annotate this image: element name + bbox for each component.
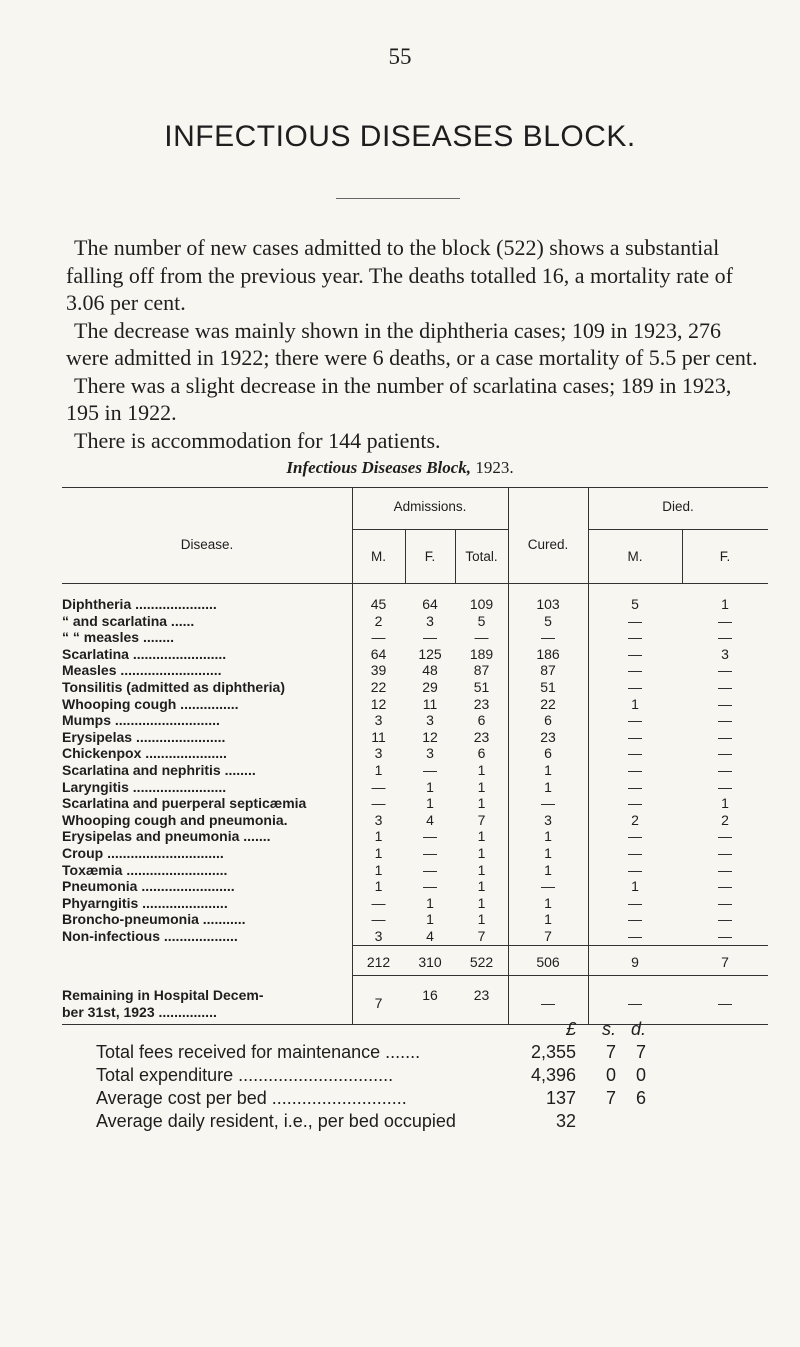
table-cell: 1 [477,894,486,911]
table-cell: 87 [473,662,490,679]
table-cell: — [628,828,642,845]
cured-column [508,596,588,944]
table-cell: 39 [370,662,387,679]
remaining-label-line: ber 31st, 1923 ............... [62,1004,217,1020]
table-cell: 3 [374,745,383,762]
table-cell: 1 [544,828,552,845]
table-cell: 45 [370,596,387,612]
header-disease: Disease. [180,537,234,552]
table-cell: 3 [426,612,434,629]
admissions-total-column [455,596,508,944]
table-cell: 1 [544,894,552,911]
table-cell: — [718,612,732,629]
header-admissions: Admissions. [393,499,467,514]
table-cell: 1 [426,795,434,812]
table-cell: — [423,844,437,861]
table-cell: — [718,712,732,729]
table-cell: 1 [374,861,383,878]
title-rule [336,198,460,199]
table-cell: 1 [477,878,486,895]
finance-label: Total fees received for maintenance ....... [96,1042,421,1062]
table-cell: 1 [721,596,729,612]
table-cell: 1 [477,778,486,795]
table-cell: 7 [477,927,486,944]
table-cell: 23 [540,728,556,745]
table-caption [0,458,800,478]
page-number: 55 [388,44,412,69]
table-cell: 103 [536,596,560,612]
finance-pounds: 2,355 [530,1042,576,1062]
total-total: 522 [469,954,494,970]
finance-pounds: 32 [555,1111,576,1131]
table-cell: 7 [544,927,552,944]
table-cell: 12 [422,728,438,745]
finance-shillings: 7 [605,1088,616,1108]
remaining-cured: — [541,995,555,1011]
table-cell: 189 [469,645,494,662]
finance-label: Total expenditure ............................... [96,1065,394,1085]
remaining-f: 16 [422,987,438,1003]
table-cell: 64 [370,645,387,662]
table-cell: 23 [473,728,490,745]
table-cell: 1 [544,911,552,928]
table-cell: 29 [422,678,438,695]
table-cell: — [628,778,642,795]
finance-row [96,1041,716,1064]
disease-label: “ “ measles ........ [62,629,175,646]
totals-rule [352,945,768,946]
intro-paragraph: The number of new cases admitted to the block (522) shows a substantial falling off from the previous year. The deaths totalled 16, a mortality rate of 3.06 per cent. [66,235,733,315]
header-f: F. [424,549,436,564]
disease-label: Tonsilitis (admitted as diphtheria) [62,678,285,695]
table-cell: 6 [477,712,486,729]
table-cell: — [718,878,732,895]
table-cell: — [718,745,732,762]
table-cell: 2 [721,811,729,828]
pounds-header: £ [565,1019,576,1039]
table-cell: — [718,894,732,911]
finance-label: Average daily resident, i.e., per bed occupied [96,1111,456,1131]
table-cell: 3 [374,811,383,828]
disease-label: Non-infectious ................... [62,927,238,944]
table-cell: — [718,728,732,745]
disease-label: Phyarngitis ...................... [62,894,228,911]
header-died: Died. [662,499,694,514]
intro-paragraph: There was a slight decrease in the number of scarlatina cases; 189 in 1923, 195 in 1922. [66,372,732,425]
table-cell: 2 [374,612,383,629]
table-cell: 87 [540,662,556,679]
table-cell: — [628,761,642,778]
table-cell: 5 [477,612,486,629]
admissions-f-column [405,596,455,944]
disease-label: Erysipelas and pneumonia ....... [62,828,271,845]
disease-label: Chickenpox ..................... [62,745,227,762]
table-cell: — [628,645,642,662]
shillings-header: s. [601,1019,616,1039]
table-cell: 48 [422,662,438,679]
table-cell: — [628,861,642,878]
remaining-died-f: — [718,995,732,1011]
disease-label: Pneumonia ........................ [62,878,235,895]
table-cell: 1 [477,795,486,812]
disease-label: Whooping cough ............... [62,695,239,712]
table-cell: 1 [477,861,486,878]
disease-label: Mumps ........................... [62,712,220,729]
table-cell: 2 [631,811,639,828]
header-died-f: F. [719,549,731,564]
table-cell: 5 [544,612,552,629]
died-rule [588,529,768,530]
disease-label: Toxæmia .......................... [62,861,228,878]
table-cell: 22 [370,678,387,695]
disease-label: Laryngitis ........................ [62,778,227,795]
table-cell: — [628,662,642,679]
table-cell: — [628,894,642,911]
table-cell: — [628,612,642,629]
header-m: M. [371,549,386,564]
finance-row [96,1064,716,1087]
total-died-m: 9 [631,954,639,970]
table-cell: 1 [477,844,486,861]
table-cell: 1 [544,844,552,861]
table-cell: 109 [469,596,494,612]
table-cell: — [718,629,732,646]
table-cell: 3 [426,712,434,729]
disease-label: Scarlatina ........................ [62,645,227,662]
table-cell: — [718,678,732,695]
table-cell: — [628,712,642,729]
table-cell: — [718,778,732,795]
table-cell: — [718,828,732,845]
caption-year: 1923. [475,458,514,477]
header-died-m: M. [627,549,643,564]
remaining-label-line: Remaining in Hospital Decem- [62,987,264,1003]
table-cell: 6 [544,712,552,729]
table-cell: — [628,844,642,861]
remaining-label [62,987,352,1021]
table-cell: 1 [374,844,383,861]
table-cell: 51 [473,678,490,695]
died-m-column [588,596,682,944]
table-cell: 125 [418,645,442,662]
table-cell: 11 [371,728,386,745]
table-cell: 1 [374,878,383,895]
table-cell: — [628,629,642,646]
died-f-column [682,596,768,944]
finance-shillings: 0 [605,1065,616,1085]
disease-label: Whooping cough and pneumonia. [62,811,288,828]
remaining-m: 7 [374,995,383,1011]
table-cell: — [718,927,732,944]
table-cell: — [628,678,642,695]
pence-header: d. [630,1019,646,1039]
total-f: 310 [418,954,442,970]
table-cell: 1 [631,878,639,895]
disease-label: “ and scarlatina ...... [62,612,195,629]
disease-label: Diphtheria ..................... [62,596,217,612]
page-title: INFECTIOUS DISEASES BLOCK. [164,120,636,153]
header-cured: Cured. [527,537,569,552]
diseases-table [62,487,768,1020]
table-cell: — [628,795,642,812]
table-top-rule [62,487,768,488]
table-cell: 1 [544,761,552,778]
table-cell: 4 [426,927,434,944]
table-cell: 1 [544,861,552,878]
remaining-total: 23 [473,987,490,1003]
disease-label: Measles .......................... [62,662,222,679]
table-cell: 1 [477,911,486,928]
table-cell: — [718,761,732,778]
table-cell: 64 [422,596,438,612]
table-cell: 7 [477,811,486,828]
finance-label: Average cost per bed ........................... [96,1088,407,1108]
table-cell: — [371,911,386,928]
finance-pence: 6 [635,1088,646,1108]
table-cell: 12 [370,695,387,712]
disease-label: Scarlatina and puerperal septicæmia [62,795,307,812]
table-cell: — [718,861,732,878]
intro-text [66,234,760,454]
caption-title: Infectious Diseases Block, [286,458,472,477]
finance-row [96,1110,716,1133]
remaining-died-m: — [628,995,642,1011]
table-cell: — [718,911,732,928]
table-cell: 3 [721,645,729,662]
table-cell: — [423,761,437,778]
table-cell: — [628,911,642,928]
table-cell: — [371,778,386,795]
table-cell: — [541,629,555,646]
disease-column [62,596,352,944]
finance-pounds: 4,396 [530,1065,576,1085]
admissions-rule [352,529,508,530]
table-cell: 1 [477,761,486,778]
disease-label: Croup .............................. [62,844,224,861]
total-died-f: 7 [721,954,729,970]
table-cell: — [371,795,386,812]
header-total: Total. [465,549,498,564]
table-cell: — [718,695,732,712]
table-cell: — [423,878,437,895]
table-cell: 3 [426,745,434,762]
table-cell: 1 [544,778,552,795]
table-cell: — [628,745,642,762]
table-cell: 186 [536,645,560,662]
table-cell: 6 [544,745,552,762]
table-cell: 3 [544,811,552,828]
currency-header [96,1018,716,1041]
table-cell: 6 [477,745,486,762]
table-cell: 11 [422,695,438,712]
total-m: 212 [366,954,391,970]
finance-pence: 7 [635,1042,646,1062]
finance-row [96,1087,716,1110]
table-cell: 5 [631,596,639,612]
table-cell: 1 [374,761,383,778]
table-cell: 1 [374,828,383,845]
admissions-m-column [352,596,405,944]
table-cell: 1 [631,695,639,712]
total-cured: 506 [536,954,560,970]
table-cell: — [628,728,642,745]
table-cell: 1 [477,828,486,845]
intro-paragraph: There is accommodation for 144 patients. [74,427,441,453]
table-cell: 51 [540,678,556,695]
finance-pence: 0 [635,1065,646,1085]
table-cell: — [423,861,437,878]
table-cell: 3 [374,712,383,729]
finance-summary [96,1018,716,1133]
table-cell: 1 [721,795,729,812]
table-cell: — [541,878,555,895]
table-cell: 3 [374,927,383,944]
table-cell: 23 [473,695,490,712]
table-cell: — [718,662,732,679]
table-cell: — [541,795,555,812]
remaining-rule [352,975,768,976]
header-bottom-rule [62,583,768,584]
table-cell: 22 [540,695,556,712]
table-cell: — [371,629,386,646]
table-cell: — [718,844,732,861]
table-cell: 1 [426,911,434,928]
finance-shillings: 7 [605,1042,616,1062]
table-cell: 1 [426,778,434,795]
finance-pounds: 137 [545,1088,576,1108]
table-cell: 1 [426,894,434,911]
table-cell: — [423,629,437,646]
table-cell: — [628,927,642,944]
table-cell: — [423,828,437,845]
table-cell: 4 [426,811,434,828]
table-cell: — [371,894,386,911]
disease-label: Broncho-pneumonia ........... [62,911,246,928]
intro-paragraph: The decrease was mainly shown in the diphtheria cases; 109 in 1923, 276 were admitted in 1922; there were 6 deaths, or a case mortality of 5.5 per cent. [66,317,758,370]
disease-label: Scarlatina and nephritis ........ [62,761,256,778]
table-cell: — [474,629,489,646]
disease-label: Erysipelas ....................... [62,728,226,745]
